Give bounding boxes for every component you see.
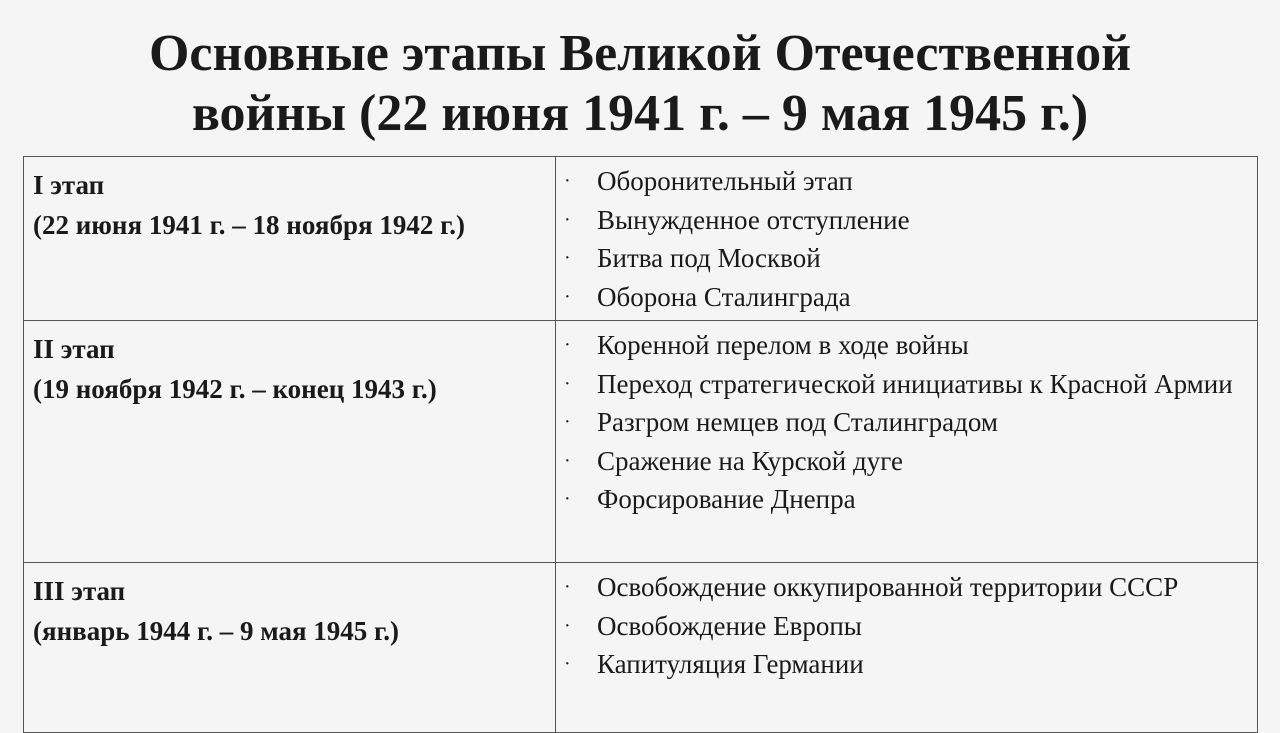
stage-events-cell [556, 563, 1258, 733]
event-text: Сражение на Курской дуге [597, 445, 903, 476]
list-item [560, 326, 1251, 365]
bullet-icon: · [564, 653, 571, 675]
bullet-icon: · [564, 449, 571, 472]
title-line-1: Основные этапы Великой Отечественной [148, 25, 1132, 82]
list-item [560, 162, 1251, 201]
stage-dates: (январь 1944 г. – 9 мая 1945 г.) [33, 616, 400, 646]
stage-events-cell [556, 321, 1258, 563]
event-text: Переход стратегической инициативы к Красной Армии [597, 368, 1233, 399]
event-text: Вынужденное отступление [597, 204, 910, 235]
event-text: Освобождение оккупированной территории СССР [597, 572, 1179, 602]
event-text: Освобождение Европы [597, 610, 862, 641]
bullet-icon: · [564, 247, 571, 269]
event-text: Коренной перелом в ходе войны [597, 330, 969, 360]
stage-period-cell [24, 157, 556, 321]
stage-name: II этап [33, 334, 115, 364]
stage-period-cell [24, 563, 556, 733]
bullet-icon: · [564, 285, 571, 308]
event-text: Разгром немцев под Сталинградом [597, 407, 998, 437]
list-item [560, 568, 1251, 607]
event-text: Битва под Москвой [597, 243, 821, 273]
list-item [560, 607, 1251, 646]
page-title [0, 24, 1280, 144]
stage-name: I этап [33, 170, 105, 200]
list-item [560, 480, 1251, 519]
event-text: Капитуляция Германии [597, 649, 864, 679]
event-list [560, 162, 1251, 316]
list-item [560, 365, 1251, 404]
list-item [560, 442, 1251, 481]
table-row [24, 563, 1258, 733]
table-row [24, 157, 1258, 321]
stage-period-cell [24, 321, 556, 563]
list-item [560, 645, 1251, 684]
title-line-2: войны (22 июня 1941 г. – 9 мая 1945 г.) [191, 85, 1089, 142]
list-item [560, 278, 1251, 317]
bullet-icon: · [564, 334, 571, 356]
bullet-icon: · [564, 576, 571, 598]
stages-table [23, 156, 1258, 733]
bullet-icon: · [564, 614, 571, 637]
stage-dates: (22 июня 1941 г. – 18 ноября 1942 г.) [33, 210, 466, 240]
list-item [560, 403, 1251, 442]
bullet-icon: · [564, 411, 571, 433]
bullet-icon: · [564, 170, 571, 192]
table-row [24, 321, 1258, 563]
bullet-icon: · [564, 372, 571, 395]
stage-name: III этап [33, 576, 126, 606]
event-list [560, 568, 1251, 684]
bullet-icon: · [564, 488, 571, 510]
stage-dates: (19 ноября 1942 г. – конец 1943 г.) [33, 374, 437, 404]
bullet-icon: · [564, 208, 571, 231]
event-text: Оборонительный этап [597, 166, 853, 196]
event-text: Форсирование Днепра [597, 484, 856, 514]
list-item [560, 201, 1251, 240]
event-list [560, 326, 1251, 519]
event-text: Оборона Сталинграда [597, 281, 851, 312]
list-item [560, 239, 1251, 278]
stage-events-cell [556, 157, 1258, 321]
